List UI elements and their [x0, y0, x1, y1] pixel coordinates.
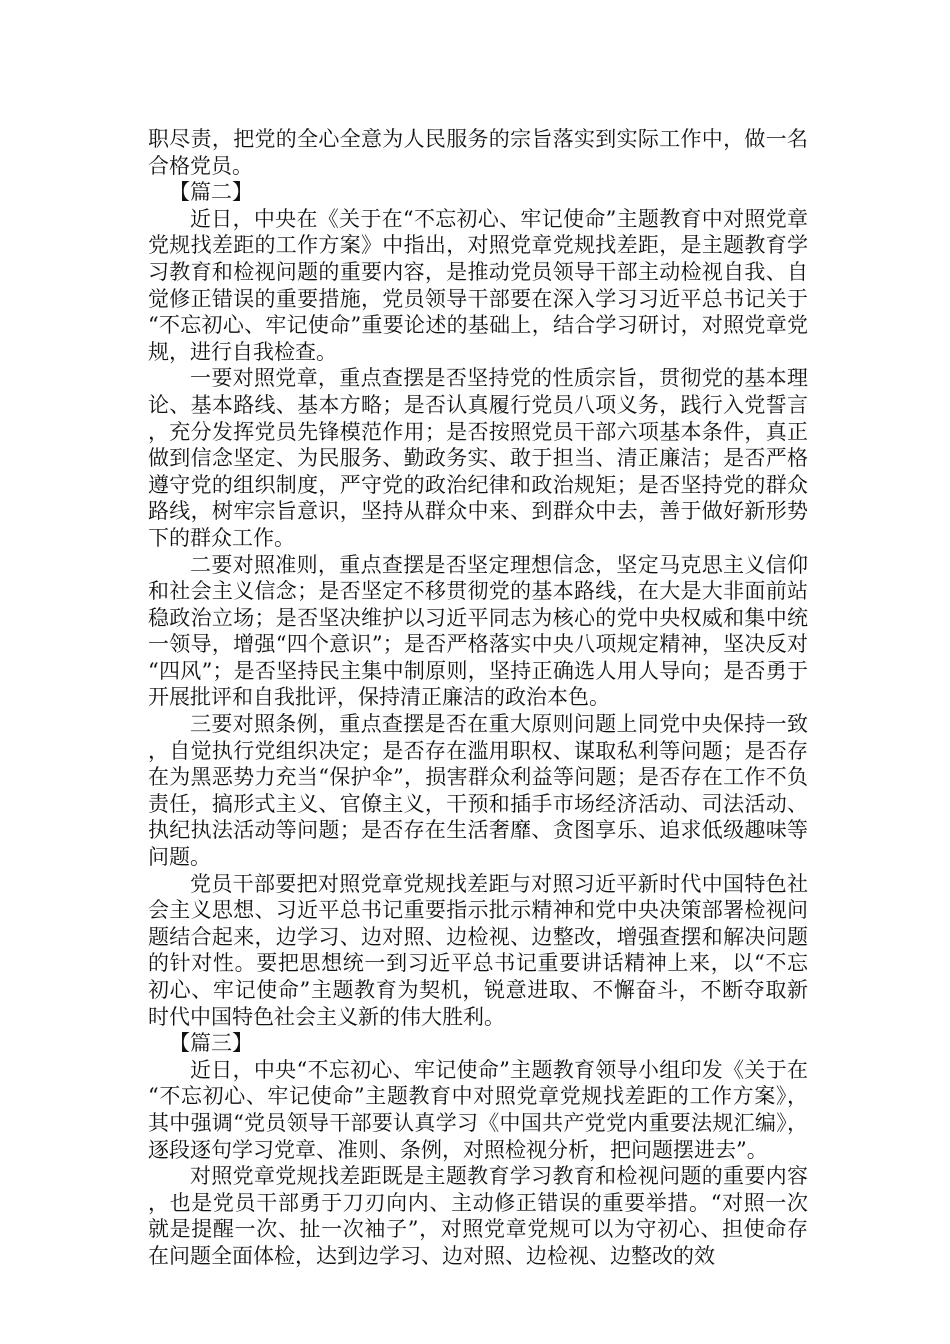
document-page	[148, 126, 808, 1270]
paragraph-guidelines: 二要对照准则，重点查摆是否坚定理想信念，坚定马克思主义信仰和社会主义信念；是否坚定不移贯彻党的基本路线，在大是大非面前站稳政治立场；是否坚决维护以习近平同志为核心的党中央权威和集中统一领导，增强“四个意识”；是否严格落实中央八项规定精神，坚决反对“四风”；是否坚持民主集中制原则，坚持正确选人用人导向；是否勇于开展批评和自我批评，保持清正廉洁的政治本色。	[148, 552, 808, 710]
paragraph-continued: 职尽责，把党的全心全意为人民服务的宗旨落实到实际工作中，做一名合格党员。	[148, 127, 808, 178]
paragraph-party-constitution: 一要对照党章，重点查摆是否坚持党的性质宗旨，贯彻党的基本理论、基本路线、基本方略；是否认真履行党员八项义务，践行入党誓言，充分发挥党员先锋模范作用；是否按照党员干部六项基本条件，真正做到信念坚定、为民服务、勤政务实、敢于担当、清正廉洁；是否严格遵守党的组织制度，严守党的政治纪律和政治规矩；是否坚持党的群众路线，树牢宗旨意识，坚持从群众中来、到群众中去，善于做好新形势下的群众工作。	[148, 366, 808, 550]
paragraph-intro-2: 近日，中央在《关于在“不忘初心、牢记使命”主题教育中对照党章党规找差距的工作方案》中指出，对照党章党规找差距，是主题教育学习教育和检视问题的重要内容，是推动党员领导干部主动检视自我、自觉修正错误的重要措施，党员领导干部要在深入学习习近平总书记关于“不忘初心、牢记使命”重要论述的基础上，结合学习研讨，对照党章党规，进行自我检查。	[148, 206, 808, 364]
section-heading-3: 【篇三】	[169, 1031, 253, 1056]
paragraph-importance: 对照党章党规找差距既是主题教育学习教育和检视问题的重要内容，也是党员干部勇于刀刃向内、主动修正错误的重要举措。“对照一次就是提醒一次、扯一次袖子”，对照党章党规可以为守初心、担使命存在问题全面体检，达到边学习、边对照、边检视、边整改的效	[148, 1164, 808, 1268]
paragraph-conclusion-2: 党员干部要把对照党章党规找差距与对照习近平新时代中国特色社会主义思想、习近平总书记重要指示批示精神和党中央决策部署检视问题结合起来，边学习、边对照、边检视、边整改，增强查摆和解决问题的针对性。要把思想统一到习近平总书记重要讲话精神上来，以“不忘初心、牢记使命”主题教育为契机，锐意进取、不懈奋斗，不断夺取新时代中国特色社会主义新的伟大胜利。	[148, 871, 808, 1029]
paragraph-regulations: 三要对照条例，重点查摆是否在重大原则问题上同党中央保持一致，自觉执行党组织决定；是否存在滥用职权、谋取私利等问题；是否存在为黑恶势力充当“保护伞”，损害群众利益等问题；是否存在工作不负责任，搞形式主义、官僚主义，干预和插手市场经济活动、司法活动、执纪执法活动等问题；是否存在生活奢靡、贪图享乐、追求低级趣味等问题。	[148, 712, 808, 870]
section-heading-2: 【篇二】	[169, 180, 253, 205]
paragraph-intro-3: 近日，中央“不忘初心、牢记使命”主题教育领导小组印发《关于在“不忘初心、牢记使命”主题教育中对照党章党规找差距的工作方案》，其中强调“党员领导干部要认真学习《中国共产党党内重要法规汇编》，逐段逐句学习党章、准则、条例，对照检视分析，把问题摆进去”。	[148, 1057, 808, 1162]
